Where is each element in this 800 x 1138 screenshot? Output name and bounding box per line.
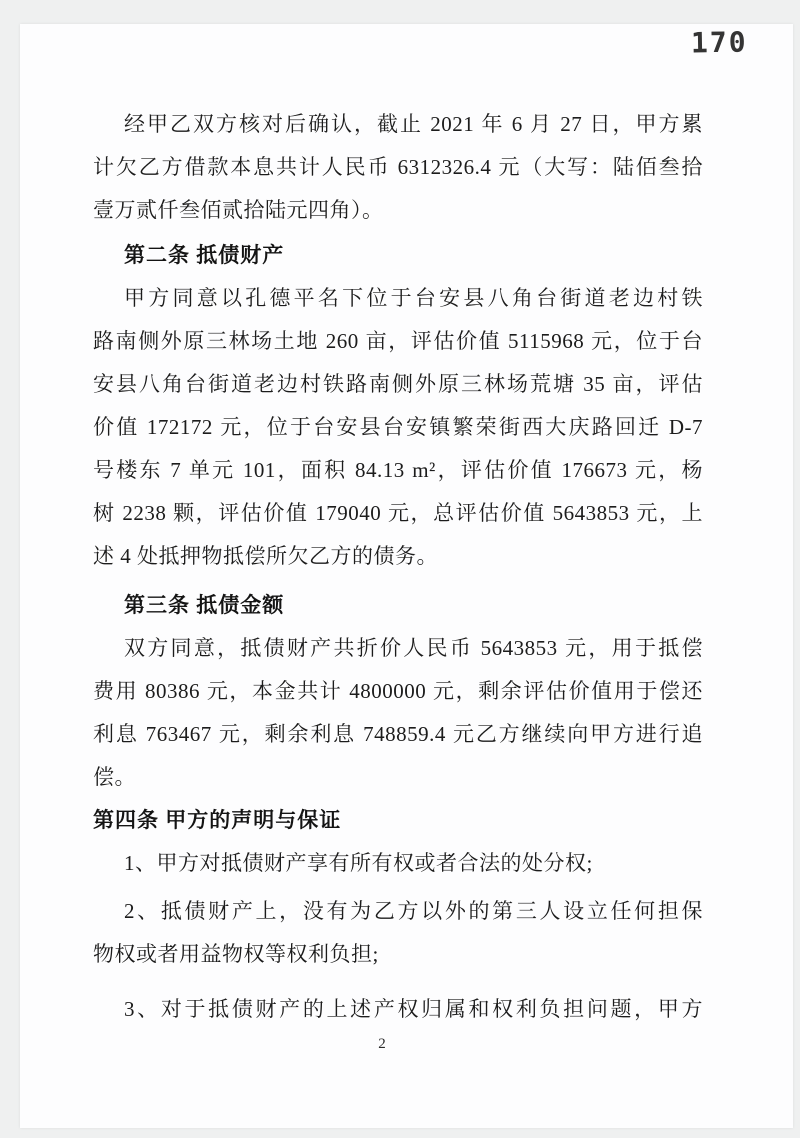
text-line: 安县八角台街道老边村铁路南侧外原三林场荒塘 35 亩，评估 xyxy=(93,372,703,396)
section-heading: 第四条 甲方的声明与保证 xyxy=(93,808,342,832)
text-line: 物权或者用益物权等权利负担; xyxy=(93,942,379,966)
text-line: 号楼东 7 单元 101，面积 84.13 m²，评估价值 176673 元，杨 xyxy=(93,458,703,482)
text-line: 3、对于抵债财产的上述产权归属和权利负担问题，甲方 xyxy=(124,997,703,1021)
text-line: 1、甲方对抵债财产享有所有权或者合法的处分权; xyxy=(124,851,593,875)
text-line: 壹万贰仟叁佰贰拾陆元四角）。 xyxy=(93,198,384,222)
text-line: 述 4 处抵押物抵偿所欠乙方的债务。 xyxy=(93,544,438,568)
text-line: 利息 763467 元，剩余利息 748859.4 元乙方继续向甲方进行追 xyxy=(93,722,703,746)
text-line: 经甲乙双方核对后确认，截止 2021 年 6 月 27 日，甲方累 xyxy=(124,112,703,136)
page-stamp-number: 170 xyxy=(691,25,749,60)
text-line: 偿。 xyxy=(93,765,136,789)
text-line: 价值 172172 元，位于台安县台安镇繁荣街西大庆路回迁 D-7 xyxy=(93,415,703,439)
section-heading: 第三条 抵债金额 xyxy=(124,593,285,617)
document-body xyxy=(93,103,703,1031)
section-heading: 第二条 抵债财产 xyxy=(124,243,285,267)
page-number: 2 xyxy=(378,1036,386,1052)
text-line: 2、抵债财产上，没有为乙方以外的第三人设立任何担保 xyxy=(124,899,703,923)
text-line: 计欠乙方借款本息共计人民币 6312326.4 元（大写：陆佰叁拾 xyxy=(93,155,703,179)
text-line: 费用 80386 元，本金共计 4800000 元，剩余评估价值用于偿还 xyxy=(93,679,703,703)
document-page xyxy=(20,24,793,1128)
text-line: 甲方同意以孔德平名下位于台安县八角台街道老边村铁 xyxy=(124,286,703,310)
text-line: 路南侧外原三林场土地 260 亩，评估价值 5115968 元，位于台 xyxy=(93,329,703,353)
text-line: 双方同意，抵债财产共折价人民币 5643853 元，用于抵偿 xyxy=(124,636,703,660)
text-line: 树 2238 颗，评估价值 179040 元，总评估价值 5643853 元，上 xyxy=(93,501,703,525)
